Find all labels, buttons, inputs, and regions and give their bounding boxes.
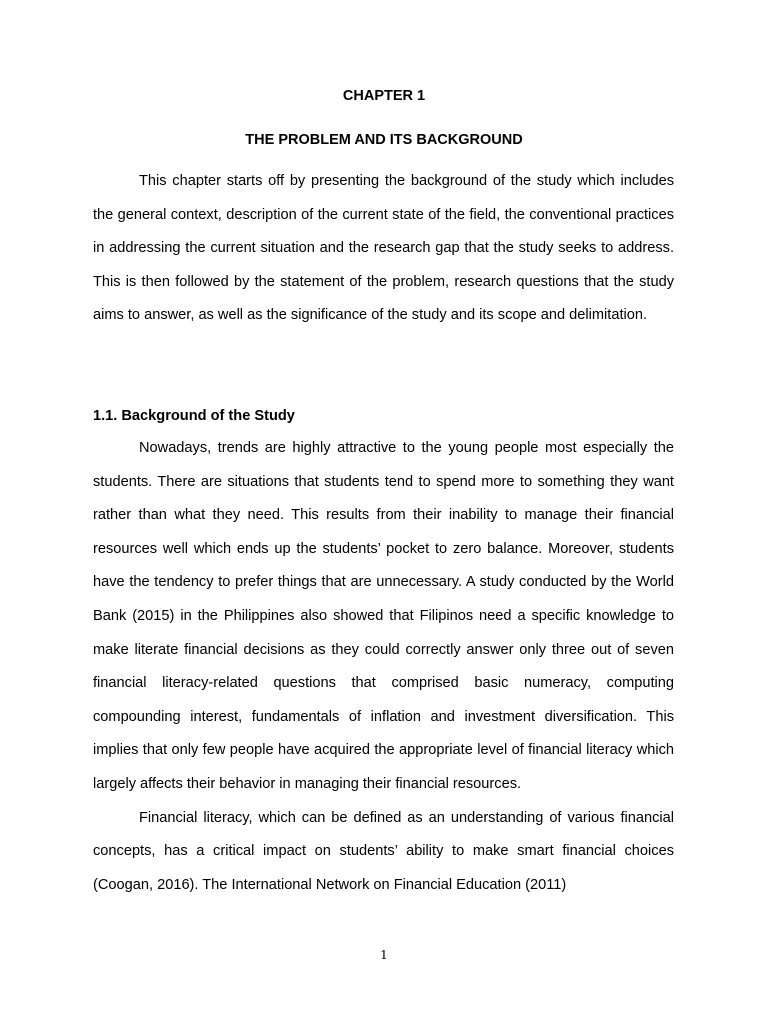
intro-block (93, 165, 674, 333)
page-number: 1 (380, 948, 388, 962)
body-paragraph: Financial literacy, which can be defined as an understanding of various financial concepts, has a critical impact on students’ ability to make smart financial choices (Coogan, 2016). The International Network on Financial Education (2011) (93, 809, 674, 893)
intro-paragraph: This chapter starts off by presenting the background of the study which includes the general context, description of the current state of the field, the conventional practices in addressing the current situation and the research gap that the study seeks to address. This is then followed by the statement of the problem, research questions that the study aims to answer, as well as the significance of the study and its scope and delimitation. (93, 173, 674, 324)
chapter-label: CHAPTER 1 (342, 88, 426, 104)
chapter-title: THE PROBLEM AND ITS BACKGROUND (245, 132, 523, 148)
section-heading: 1.1. Background of the Study (93, 408, 295, 424)
body-paragraph: Nowadays, trends are highly attractive to the young people most especially the students. There are situations that students tend to spend more to something they want rather than what they need. This results from their inability to manage their financial resources well which ends up the students’ pocket to zero balance. Moreover, students have the tendency to prefer things that are unnecessary. A study conducted by the World Bank (2015) in the Philippines also showed that Filipinos need a specific knowledge to make literate financial decisions as they could correctly answer only three out of seven financial literacy-related questions that comprised basic numeracy, computing compounding interest, fundamentals of inflation and investment diversification. This implies that only few people have acquired the appropriate level of financial literacy which largely affects their behavior in managing their financial resources. (93, 440, 674, 792)
background-block (93, 432, 674, 902)
